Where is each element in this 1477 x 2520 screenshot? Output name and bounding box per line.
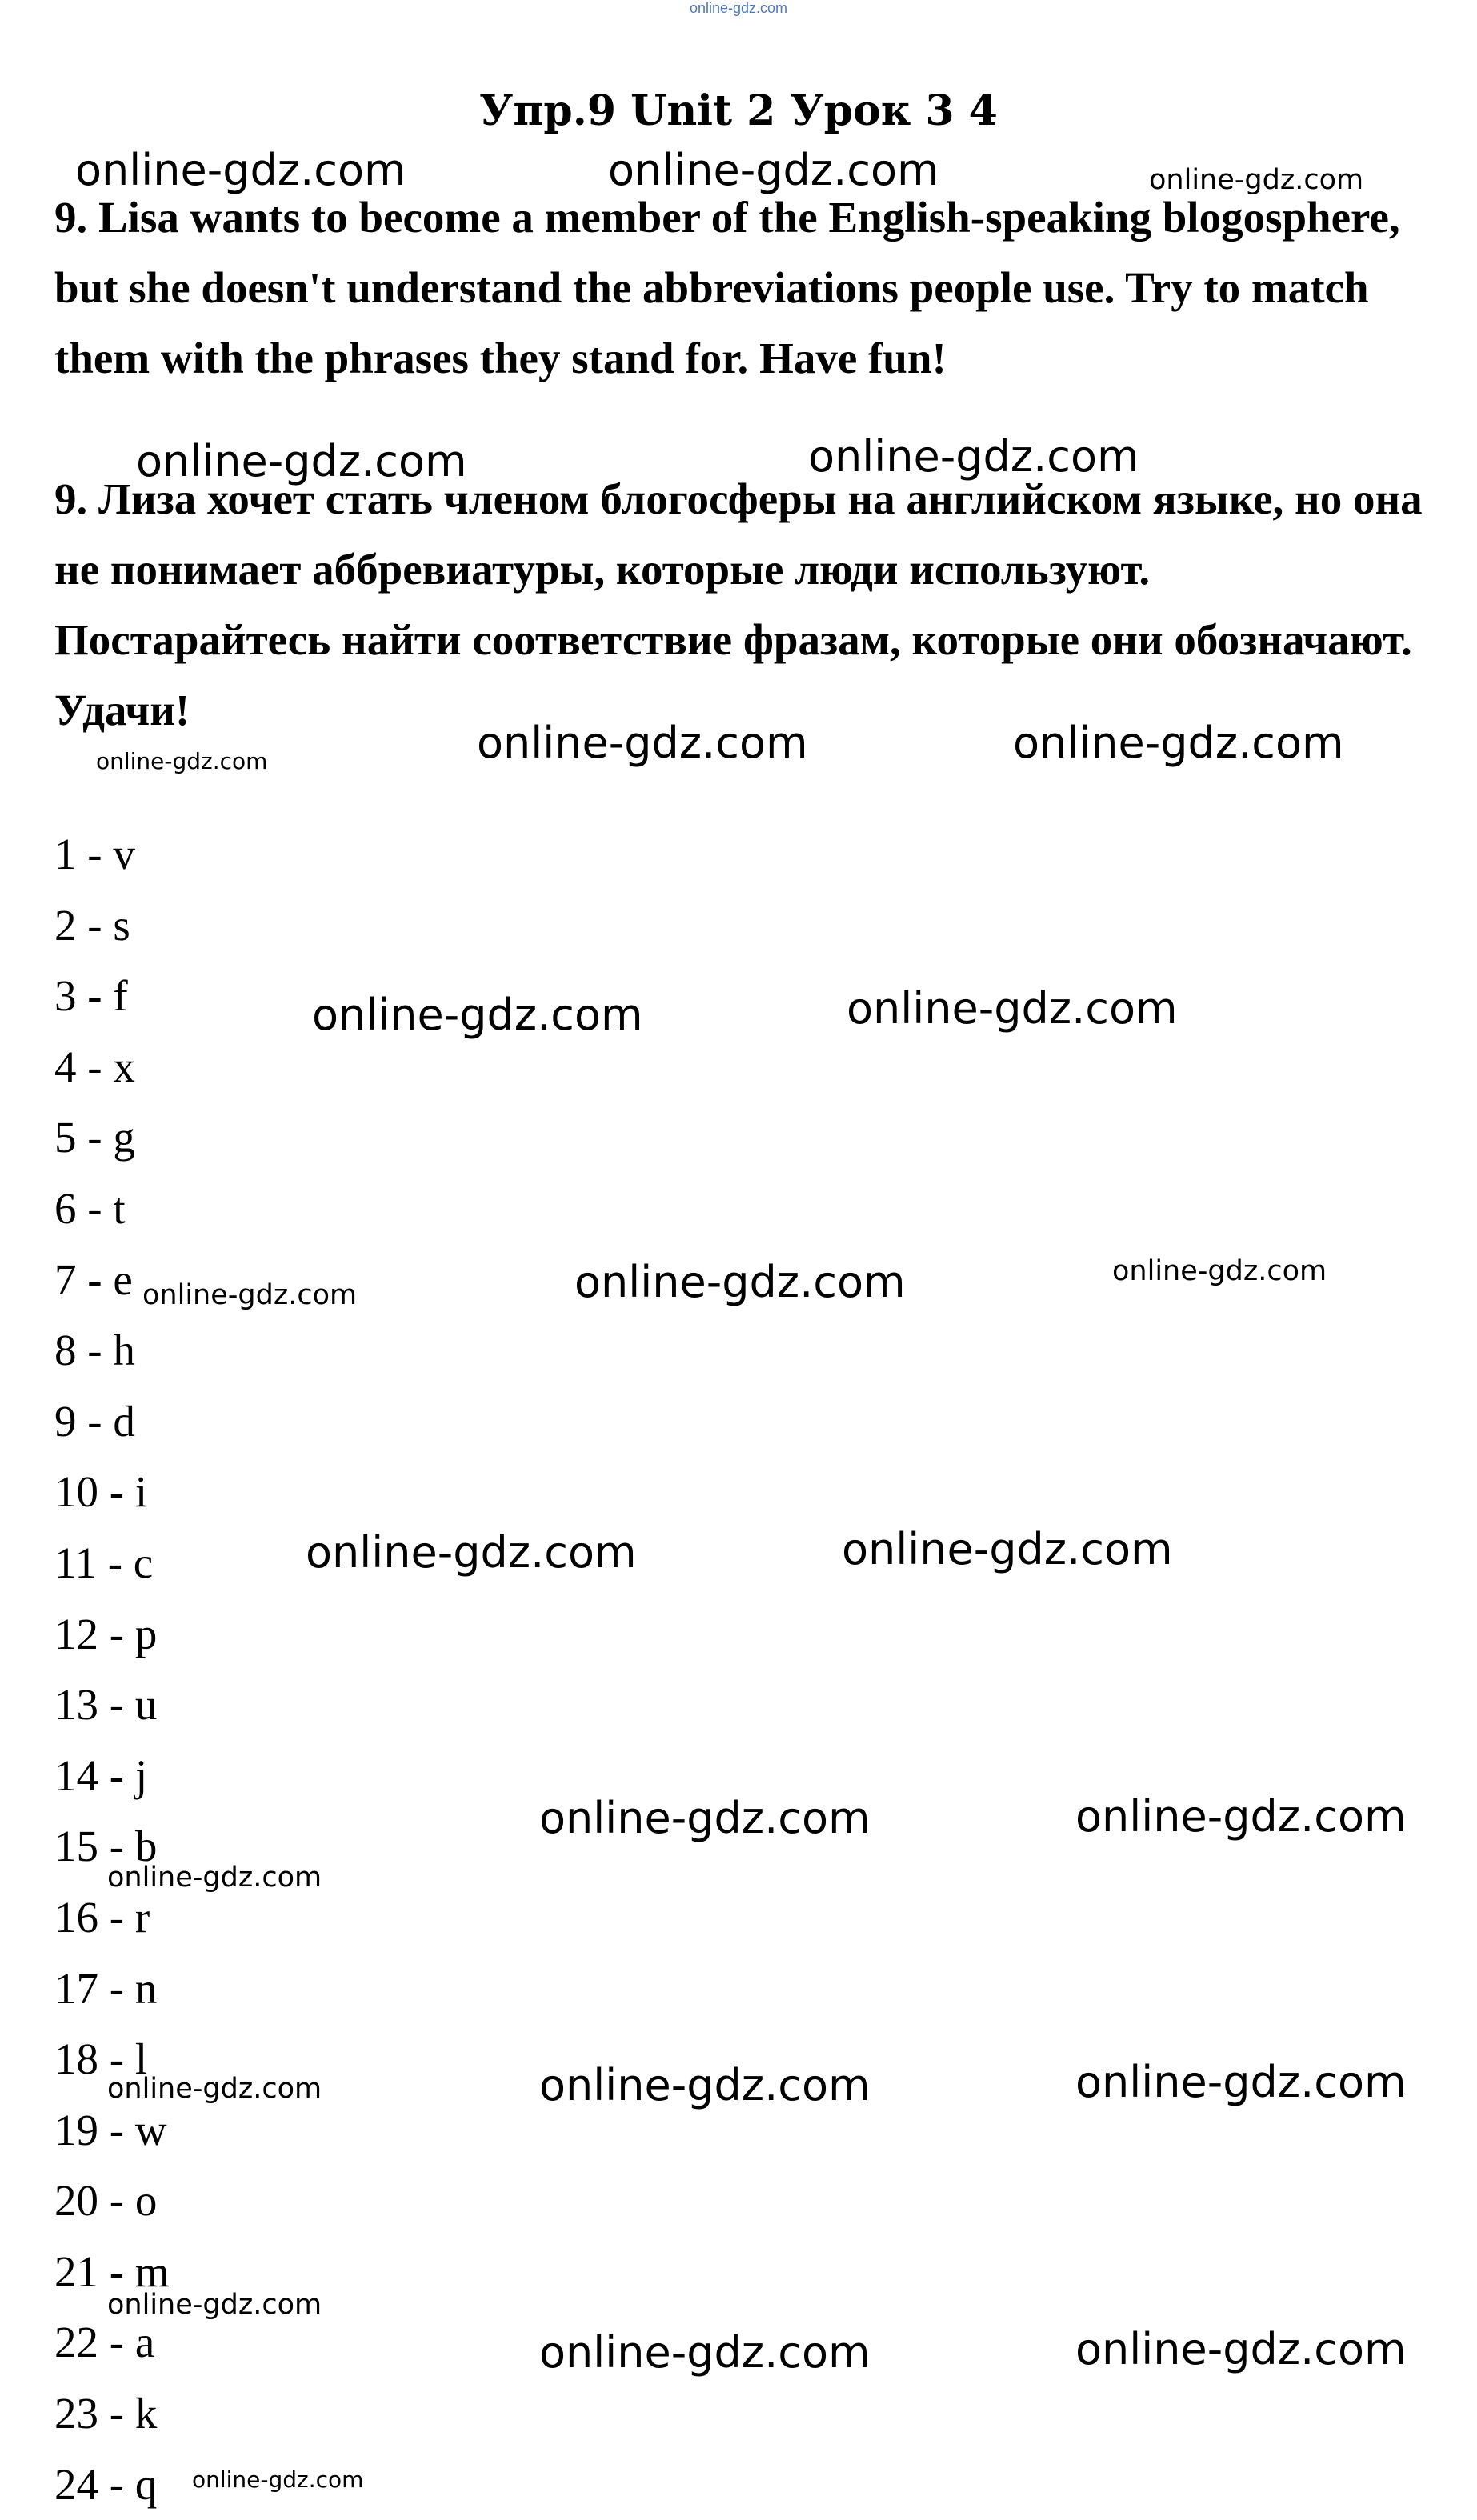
- watermark: online-gdz.com: [1075, 1791, 1407, 1842]
- watermark: online-gdz.com: [477, 718, 808, 768]
- watermark: online-gdz.com: [1112, 1255, 1327, 1287]
- watermark: online-gdz.com: [1013, 718, 1344, 768]
- answer-item: 16 - r: [54, 1892, 150, 1942]
- watermark: online-gdz.com: [1075, 2057, 1407, 2107]
- answer-item: 12 - p: [54, 1609, 158, 1658]
- watermark: online-gdz.com: [136, 436, 467, 486]
- watermark: online-gdz.com: [847, 983, 1178, 1034]
- answer-item: 23 - k: [54, 2389, 158, 2438]
- answer-list: [54, 819, 170, 2520]
- watermark: online-gdz.com: [107, 2073, 322, 2105]
- answer-item: 8 - h: [54, 1326, 135, 1375]
- watermark: online-gdz.com: [539, 2327, 871, 2378]
- answer-item: 15 - b: [54, 1822, 158, 1871]
- watermark: online-gdz.com: [1075, 2324, 1407, 2374]
- answer-item: 20 - o: [54, 2176, 158, 2226]
- answer-item: 13 - u: [54, 1680, 158, 1730]
- watermark: online-gdz.com: [312, 990, 643, 1040]
- answer-item: 6 - t: [54, 1183, 126, 1233]
- answer-item: 11 - c: [54, 1538, 154, 1587]
- task-text-russian: 9. Лиза хочет стать членом блогосферы на английском языке, но она не понимает аббревиатуры, которые люди используют. Постарайтесь найти соответствие фразам, которые они обозначают. Удачи!: [54, 474, 1423, 734]
- watermark: online-gdz.com: [107, 1862, 322, 1894]
- answer-item: 17 - n: [54, 1963, 158, 2013]
- watermark: online-gdz.com: [539, 2060, 871, 2110]
- watermark: online-gdz.com: [539, 1793, 871, 1843]
- watermark: online-gdz.com: [75, 145, 406, 195]
- watermark: online-gdz.com: [842, 1524, 1173, 1574]
- answer-item: 1 - v: [54, 830, 135, 878]
- answer-item: 24 - q: [54, 2459, 158, 2509]
- answer-item: 10 - i: [54, 1467, 148, 1517]
- answer-item: 3 - f: [54, 971, 128, 1021]
- answer-item: 5 - g: [54, 1113, 135, 1162]
- task-text-english: 9. Lisa wants to become a member of the English-speaking blogosphere, but she doesn't understand the abbreviations people use. Try to match them with the phrases they stand for. Have fun!: [54, 193, 1400, 382]
- answer-item: 7 - e: [54, 1254, 133, 1304]
- watermark: online-gdz.com: [96, 748, 268, 774]
- watermark: online-gdz.com: [608, 145, 939, 195]
- page-title: Упр.9 Unit 2 Урок 3 4: [479, 86, 998, 135]
- watermark: online-gdz.com: [808, 431, 1139, 482]
- answer-item: 22 - a: [54, 2318, 155, 2367]
- answer-item: 2 - s: [54, 900, 130, 950]
- watermark: online-gdz.com: [142, 1279, 358, 1311]
- answer-item: 19 - w: [54, 2105, 167, 2154]
- top-watermark: online-gdz.com: [689, 0, 788, 16]
- watermark: online-gdz.com: [192, 2466, 364, 2493]
- answer-item: 4 - x: [54, 1042, 135, 1091]
- answer-item: 14 - j: [54, 1750, 148, 1800]
- answer-item: 9 - d: [54, 1396, 135, 1446]
- watermark: online-gdz.com: [1149, 164, 1364, 196]
- answer-item: 18 - l: [54, 2034, 148, 2084]
- watermark: online-gdz.com: [306, 1527, 637, 1578]
- watermark: online-gdz.com: [574, 1257, 906, 1307]
- answer-item: 21 - m: [54, 2246, 170, 2296]
- watermark: online-gdz.com: [107, 2289, 322, 2321]
